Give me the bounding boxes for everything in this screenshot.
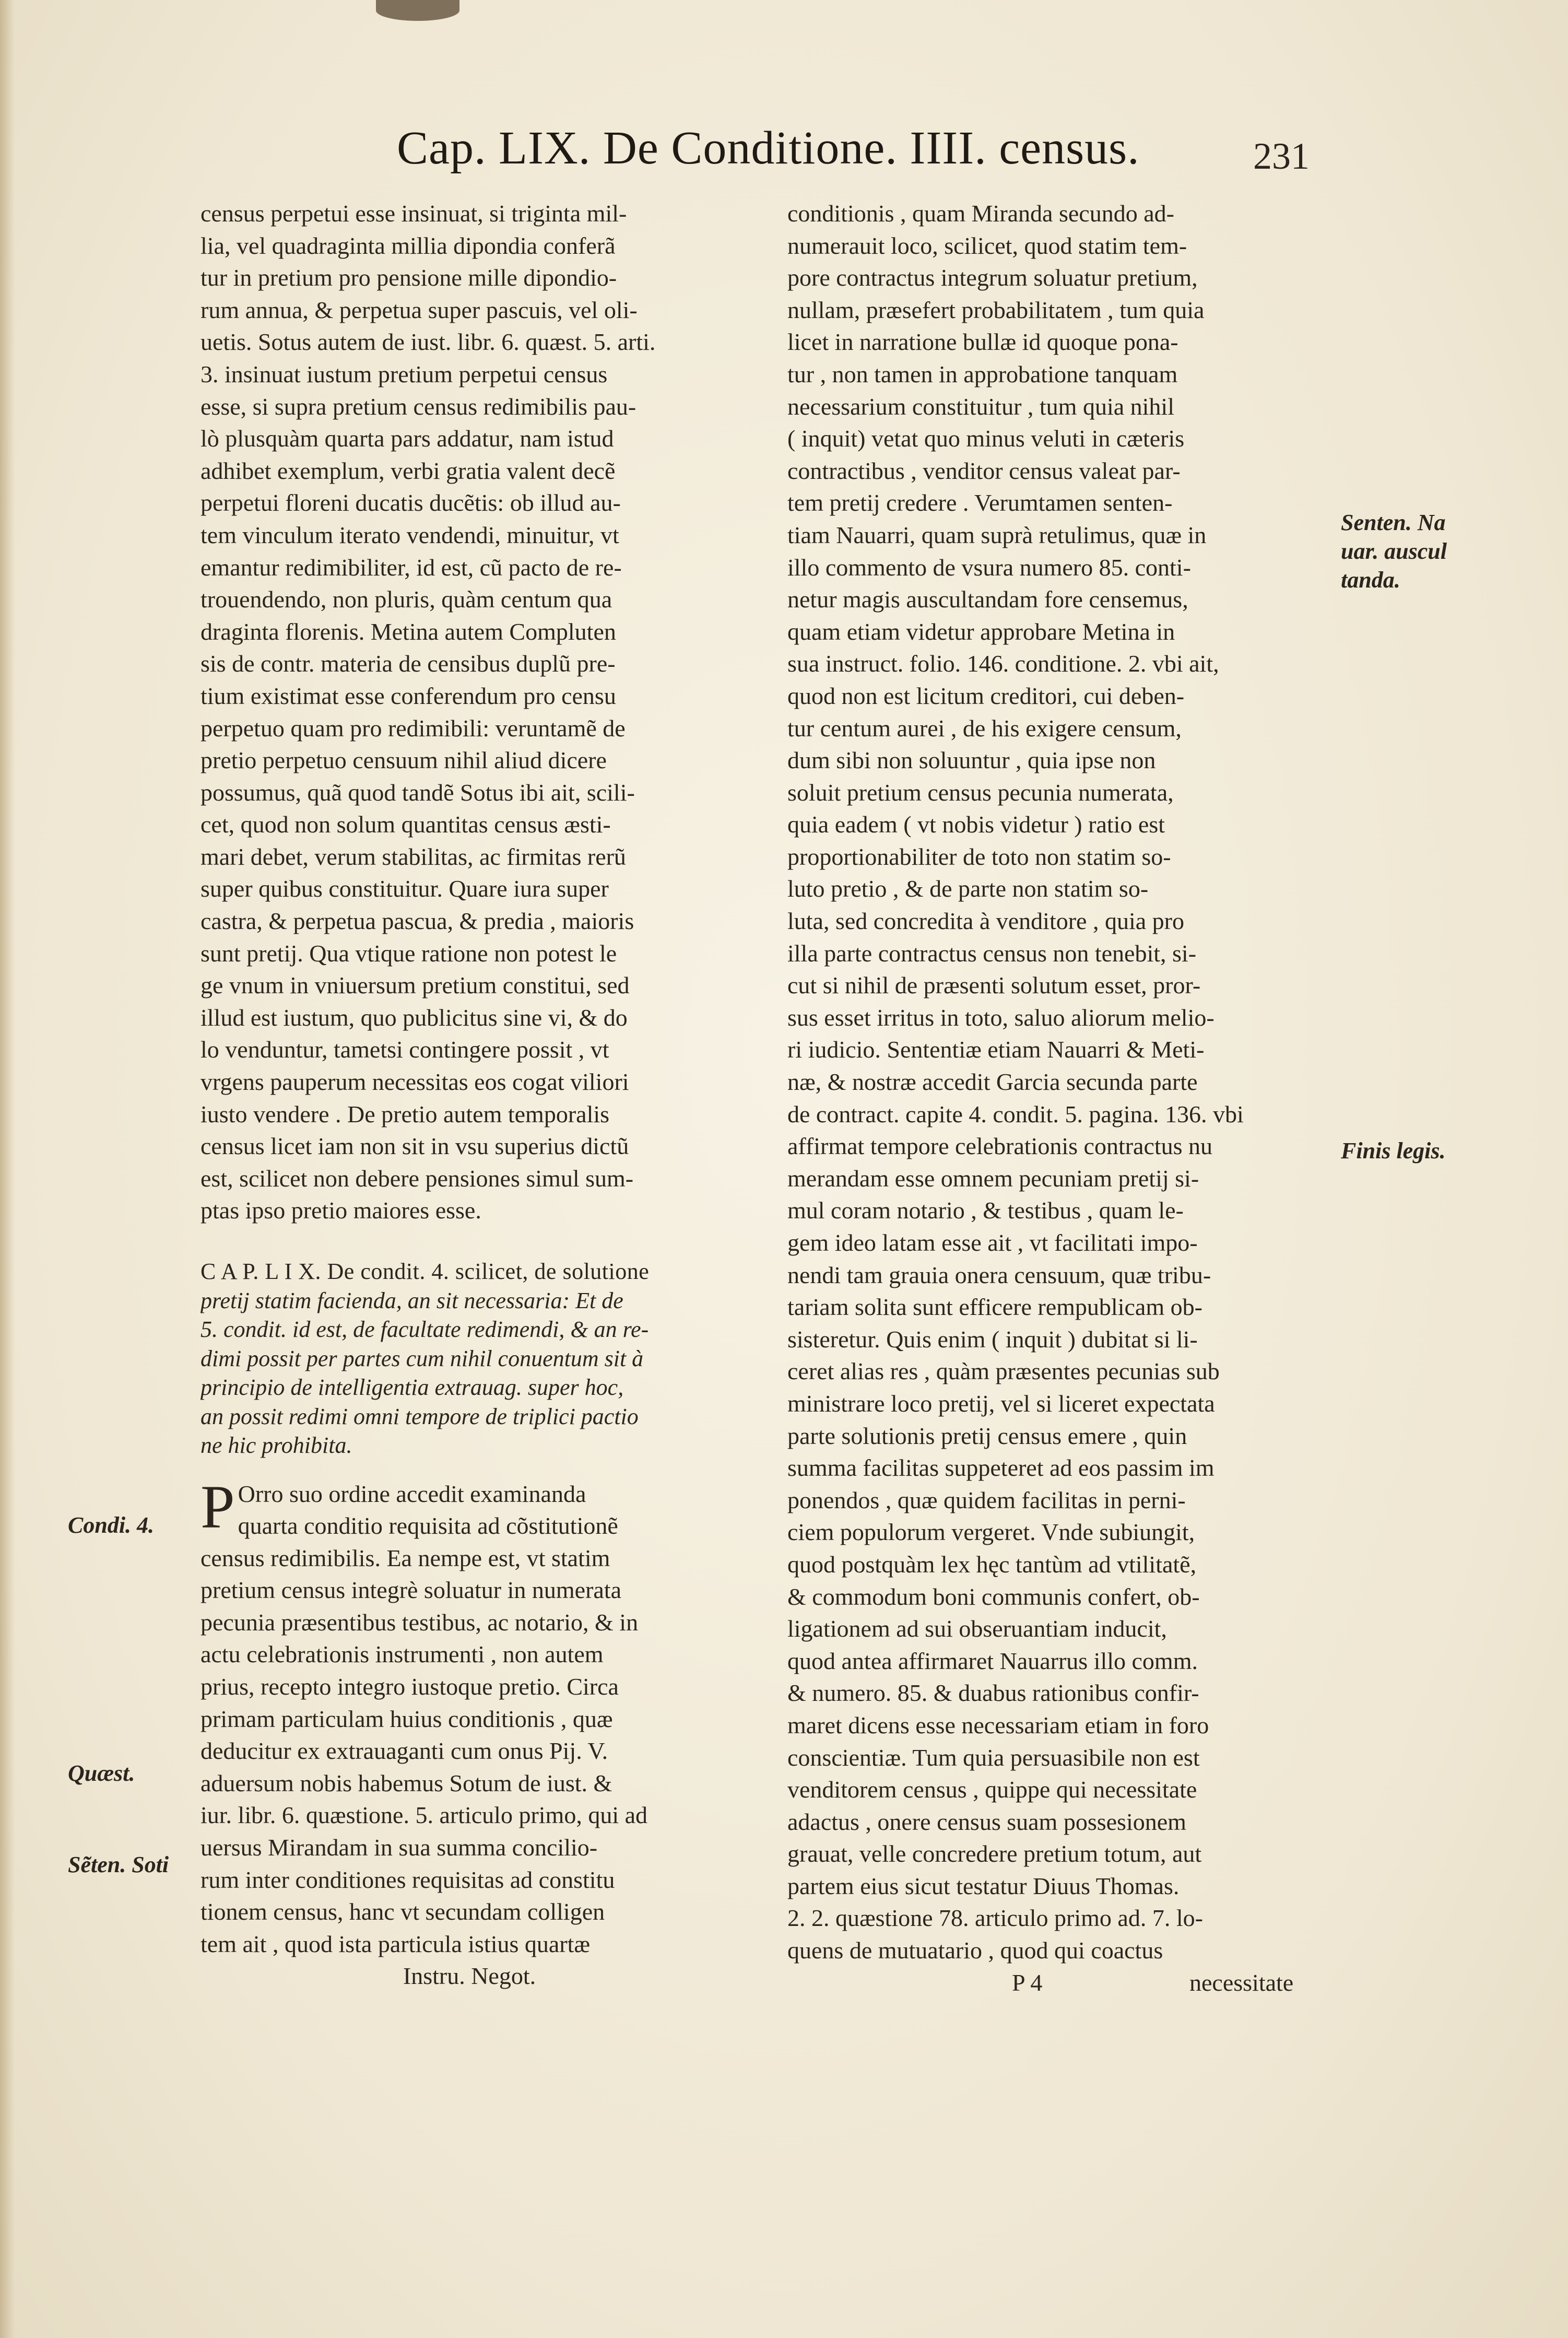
text-line: adhibet exemplum, verbi gratia valent decẽ [201, 457, 616, 484]
text-line: illo commento de vsura numero 85. conti- [787, 554, 1191, 581]
text-line: & numero. 85. & duabus rationibus confir- [787, 1679, 1199, 1707]
text-line: nendi tam grauia onera censuum, quæ tribu- [787, 1261, 1211, 1288]
text-line: pore contractus integrum soluatur pretium, [787, 264, 1198, 291]
text-line: sua instruct. folio. 146. conditione. 2. vbi ait, [787, 650, 1219, 677]
text-line: tem ait , quod ista particula istius quartæ [201, 1930, 591, 1957]
signature-line [787, 1967, 1325, 1999]
text-line: ( inquit) vetat quo minus veluti in cæteris [787, 425, 1185, 452]
text-line: tiam Nauarri, quam suprà retulimus, quæ in [787, 521, 1207, 548]
text-line: quod antea affirmaret Nauarrus illo comm. [787, 1647, 1198, 1674]
text-line: iusto vendere . De pretio autem temporalis [201, 1100, 610, 1127]
text-line: tium existimat esse conferendum pro censu [201, 682, 616, 709]
section-gap [201, 1227, 738, 1257]
text-line: quens de mutuatario , quod qui coactus [787, 1937, 1163, 1964]
text-line: ri iudicio. Sententiæ etiam Nauarri & Meti- [787, 1036, 1205, 1063]
text-line: prius, recepto integro iustoque pretio. Circa [201, 1673, 619, 1700]
text-line: & commodum boni communis confert, ob- [787, 1583, 1200, 1610]
text-line: tur centum aurei , de his exigere censum, [787, 714, 1182, 742]
text-line: uersus Mirandam in sua summa concilio- [201, 1834, 598, 1861]
text-line: perpetuo quam pro redimibili: veruntamẽ de [201, 714, 626, 742]
text-line: vrgens pauperum necessitas eos cogat viliori [201, 1068, 629, 1096]
text-line: soluit pretium census pecunia numerata, [787, 779, 1174, 806]
chapter-heading [201, 1257, 738, 1460]
text-line: proportionabiliter de toto non statim so- [787, 843, 1171, 870]
text-line: trouendendo, non pluris, quàm centum qua [201, 586, 612, 613]
text-line: quarta conditio requisita ad cõstitutionẽ [238, 1512, 618, 1540]
text-line: venditorem census , quippe qui necessitate [787, 1776, 1197, 1803]
text-line: nullam, præsefert probabilitatem , tum quia [787, 296, 1205, 323]
section-gap [201, 1460, 738, 1478]
catchword-right: necessitate [1189, 1969, 1294, 1996]
text-line: sisteretur. Quis enim ( inquit ) dubitat si li- [787, 1325, 1198, 1353]
text-line: necessarium constituitur , tum quia nihil [787, 393, 1174, 420]
text-line: partem eius sicut testatur Diuus Thomas. [787, 1872, 1180, 1899]
text-line: draginta florenis. Metina autem Compluten [201, 618, 616, 645]
text-line: luto pretio , & de parte non statim so- [787, 875, 1149, 902]
text-line: pecunia præsentibus testibus, ac notario, & in [201, 1608, 639, 1636]
right-column [787, 197, 1325, 1999]
text-line: census perpetui esse insinuat, si triginta mil- [201, 200, 627, 227]
chapter-heading-line: ne hic prohibita. [201, 1432, 352, 1458]
text-line: pretium census integrè soluatur in numerata [201, 1577, 622, 1604]
text-line: ptas ipso pretio maiores esse. [201, 1197, 481, 1224]
chapter-body [201, 1542, 738, 1960]
text-line: Orro suo ordine accedit examinanda [238, 1480, 586, 1507]
text-line: sis de contr. materia de censibus duplũ pre- [201, 650, 616, 677]
margin-note-sentent-navar-line3: tanda. [1341, 567, 1400, 593]
chapter-heading-line: C A P. L I X. De condit. 4. scilicet, de solutione [201, 1259, 650, 1284]
margin-note-seten-soti: Sẽten. Soti [68, 1852, 169, 1877]
chapter-heading-line: 5. condit. id est, de facultate redimendi, & an re- [201, 1317, 649, 1342]
text-line: 3. insinuat iustum pretium perpetui census [201, 360, 608, 387]
catchword-left: Instru. Negot. [403, 1963, 536, 1990]
text-line: perpetui floreni ducatis ducẽtis: ob illud au- [201, 489, 621, 516]
text-line: ciem populorum vergeret. Vnde subiungit, [787, 1519, 1195, 1546]
margin-note-quaest: Quæst. [68, 1760, 135, 1786]
text-line: esse, si supra pretium census redimibilis pau- [201, 393, 636, 420]
left-column-body [201, 197, 738, 1227]
text-line: conditionis , quam Miranda secundo ad- [787, 200, 1174, 227]
text-line: luta, sed concredita à venditore , quia pro [787, 908, 1184, 935]
chapter-heading-line: dimi possit per partes cum nihil conuentum sit à [201, 1345, 644, 1371]
page-stain [376, 0, 459, 21]
text-line: castra, & perpetua pascua, & predia , maioris [201, 908, 634, 935]
text-line: mul coram notario , & testibus , quam le- [787, 1197, 1184, 1224]
text-line: emantur redimibiliter, id est, cũ pacto de re- [201, 554, 622, 581]
text-line: tur in pretium pro pensione mille dipondio- [201, 264, 617, 291]
text-line: tur , non tamen in approbatione tanquam [787, 360, 1178, 387]
left-column [201, 197, 738, 1992]
text-line: illud est iustum, quo publicitus sine vi, & do [201, 1004, 628, 1031]
page-number: 231 [1253, 135, 1310, 177]
text-line: cet, quod non solum quantitas census æsti- [201, 811, 611, 838]
text-line: pretio perpetuo censuum nihil aliud dicere [201, 747, 607, 774]
text-line: sunt pretij. Qua vtique ratione non potest le [201, 939, 617, 967]
text-line: census licet iam non sit in vsu superius dictũ [201, 1133, 629, 1160]
text-line: primam particulam huius conditionis , quæ [201, 1705, 613, 1732]
text-line: ligationem ad sui obseruantiam inducit, [787, 1615, 1167, 1642]
text-line: rum inter conditiones requisitas ad constitu [201, 1866, 615, 1893]
text-line: ge vnum in vniuersum pretium constitui, sed [201, 972, 630, 999]
dropcap-lines [201, 1472, 738, 1542]
text-line: actu celebrationis instrumenti , non autem [201, 1641, 604, 1668]
text-line: quod postquàm lex hęc tantùm ad vtilitatẽ, [787, 1550, 1197, 1578]
text-line: lia, vel quadraginta millia dipondia conferã [201, 232, 616, 259]
text-line: tem pretij credere . Verumtamen senten- [787, 489, 1173, 516]
text-line: licet in narratione bullæ id quoque pona- [787, 328, 1178, 356]
text-line: tariam solita sunt efficere rempublicam ob- [787, 1294, 1202, 1321]
text-line: illa parte contractus census non tenebit, si- [787, 939, 1197, 967]
text-line: netur magis auscultandam fore censemus, [787, 586, 1188, 613]
text-line: sus esset irritus in toto, saluo aliorum melio- [787, 1004, 1215, 1031]
text-line: næ, & nostræ accedit Garcia secunda parte [787, 1068, 1198, 1096]
text-line: census redimibilis. Ea nempe est, vt statim [201, 1544, 610, 1571]
right-column-body [787, 197, 1325, 1967]
text-line: mari debet, verum stabilitas, ac firmitas rerũ [201, 843, 626, 870]
text-line: quod non est licitum creditori, cui deben- [787, 682, 1185, 709]
chapter-heading-line: an possit redimi omni tempore de triplici pactio [201, 1403, 639, 1429]
text-line: cut si nihil de præsenti solutum esset, pror- [787, 972, 1201, 999]
text-line: grauat, velle concredere pretium totum, aut [787, 1840, 1202, 1867]
margin-note-condi-4: Condi. 4. [68, 1512, 155, 1538]
running-head: Cap. LIX. De Conditione. IIII. census. [397, 122, 1140, 174]
text-line: affirmat tempore celebrationis contractus nu [787, 1133, 1213, 1160]
text-line: 2. 2. quæstione 78. articulo primo ad. 7. lo- [787, 1905, 1203, 1932]
margin-note-sentent-navar-line1: Senten. Na [1341, 510, 1446, 535]
text-line: lò plusquàm quarta pars addatur, nam istud [201, 425, 614, 452]
text-line: conscientiæ. Tum quia persuasibile non est [787, 1744, 1200, 1771]
signature-mark: P 4 [1012, 1969, 1043, 1996]
text-line: numerauit loco, scilicet, quod statim tem- [787, 232, 1187, 259]
text-line: maret dicens esse necessariam etiam in foro [787, 1711, 1209, 1738]
text-line: super quibus constituitur. Quare iura super [201, 875, 609, 902]
text-line: adactus , onere census suam possesionem [787, 1808, 1186, 1835]
chapter-heading-line: pretij statim facienda, an sit necessaria: Et de [201, 1287, 623, 1313]
text-line: quam etiam videtur approbare Metina in [787, 618, 1175, 645]
text-line: lo venduntur, tametsi contingere possit , vt [201, 1036, 609, 1063]
text-line: tionem census, hanc vt secundam colligen [201, 1898, 605, 1925]
text-line: parte solutionis pretij census emere , quin [787, 1422, 1187, 1449]
text-line: ministrare loco pretij, vel si liceret expectata [787, 1390, 1215, 1417]
text-line: ponendos , quæ quidem facilitas in perni- [787, 1486, 1186, 1513]
text-line: dum sibi non soluuntur , quia ipse non [787, 747, 1156, 774]
text-line: aduersum nobis habemus Sotum de iust. & [201, 1769, 612, 1796]
text-line: possumus, quã quod tandẽ Sotus ibi ait, scili- [201, 779, 635, 806]
text-line: est, scilicet non debere pensiones simul sum- [201, 1165, 634, 1192]
text-line: quia eadem ( vt nobis videtur ) ratio est [787, 811, 1165, 838]
text-line: iur. libr. 6. quæstione. 5. articulo primo, qui ad [201, 1802, 648, 1829]
text-line: contractibus , venditor census valeat par- [787, 457, 1181, 484]
text-line: tem vinculum iterato vendendi, minuitur, vt [201, 521, 619, 548]
text-line: gem ideo latam esse ait , vt facilitati impo- [787, 1229, 1198, 1256]
text-line: summa facilitas suppeteret ad eos passim im [787, 1454, 1215, 1482]
chapter-heading-line: principio de intelligentia extrauag. super hoc, [201, 1374, 624, 1400]
text-line: de contract. capite 4. condit. 5. pagina. 136. vbi [787, 1100, 1244, 1127]
chapter-opening [201, 1472, 738, 1542]
dropcap-letter: P [201, 1472, 235, 1541]
text-line: ceret alias res , quàm præsentes pecunias sub [787, 1358, 1220, 1385]
text-line: merandam esse omnem pecuniam pretij si- [787, 1165, 1199, 1192]
text-line: deducitur ex extrauaganti cum onus Pij. V. [201, 1737, 608, 1765]
text-line: uetis. Sotus autem de iust. libr. 6. quæst. 5. arti. [201, 328, 656, 356]
margin-note-sentent-navar-line2: uar. auscul [1341, 538, 1447, 564]
margin-note-finis-legis: Finis legis. [1341, 1138, 1446, 1164]
text-line: rum annua, & perpetua super pascuis, vel oli- [201, 296, 638, 323]
